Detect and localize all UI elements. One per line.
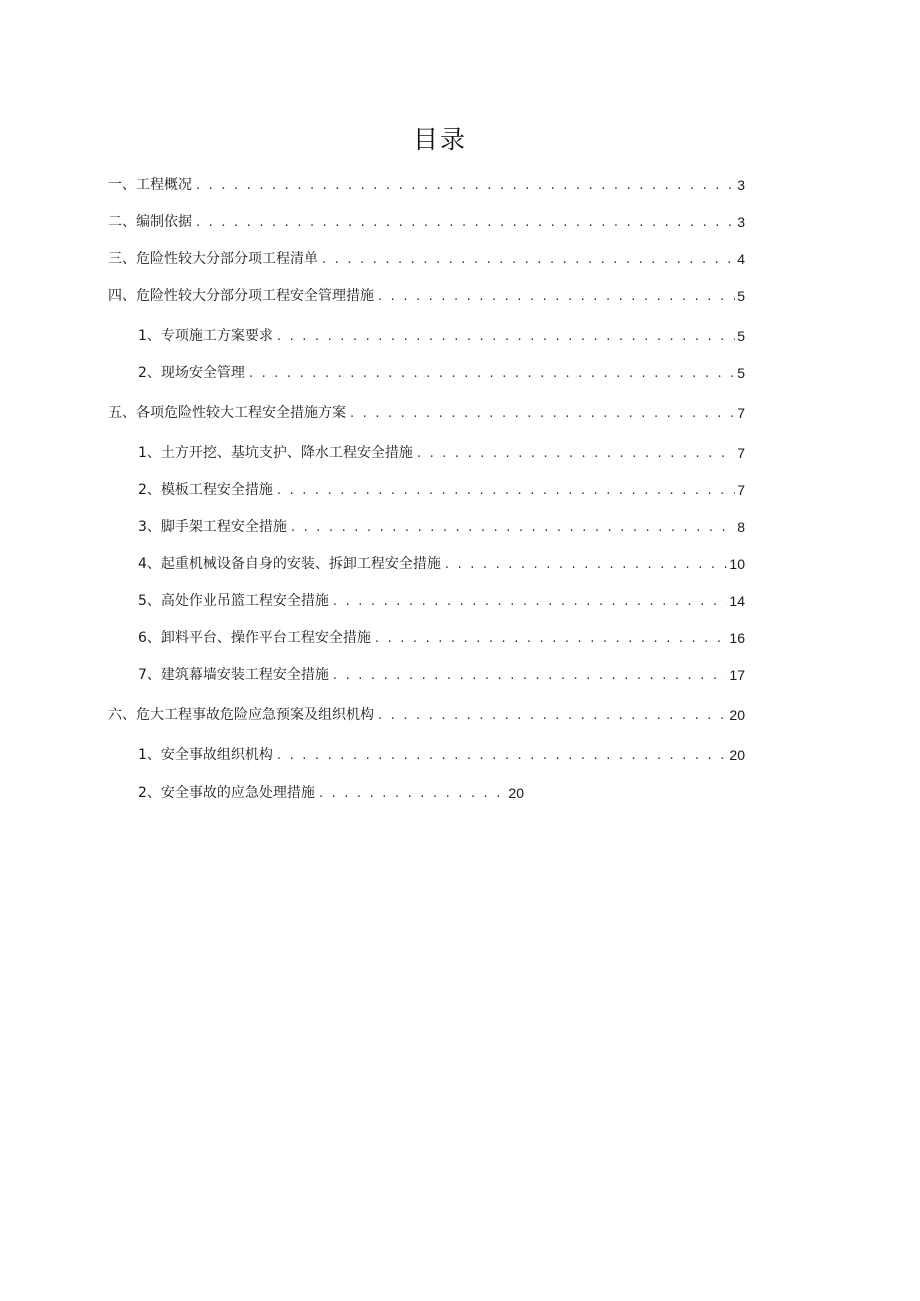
toc-entry[interactable] bbox=[138, 783, 524, 803]
toc-dot-leader bbox=[196, 214, 735, 232]
toc-entry-text: 五、各项危险性较大工程安全措施方案 bbox=[108, 405, 346, 421]
toc-dot-leader bbox=[196, 177, 735, 195]
toc-entry-text: 2、模板工程安全措施 bbox=[138, 482, 273, 498]
toc-dot-leader bbox=[378, 707, 727, 725]
toc-entry[interactable] bbox=[138, 591, 745, 611]
toc-page-number: 7 bbox=[737, 445, 745, 461]
toc-page-number: 5 bbox=[737, 288, 745, 304]
toc-entry-text: 2、安全事故的应急处理措施 bbox=[138, 785, 315, 801]
toc-entry[interactable] bbox=[138, 628, 745, 648]
toc-entry[interactable] bbox=[108, 175, 745, 195]
toc-entry-text: 5、高处作业吊篮工程安全措施 bbox=[138, 593, 329, 609]
toc-page-number: 5 bbox=[737, 328, 745, 344]
toc-page-number: 5 bbox=[737, 365, 745, 381]
toc-entry-text: 1、专项施工方案要求 bbox=[138, 328, 273, 344]
toc-page-number: 14 bbox=[729, 593, 745, 609]
toc-dot-leader bbox=[350, 405, 735, 423]
toc-dot-leader bbox=[249, 365, 735, 383]
toc-dot-leader bbox=[322, 251, 735, 269]
toc-dot-leader bbox=[319, 785, 507, 803]
toc-dot-leader bbox=[333, 667, 728, 685]
toc-page-number: 8 bbox=[737, 519, 745, 535]
toc-entry-text: 三、危险性较大分部分项工程清单 bbox=[108, 251, 318, 267]
toc-dot-leader bbox=[445, 556, 728, 574]
toc-entry[interactable] bbox=[108, 286, 745, 306]
toc-dot-leader bbox=[375, 630, 728, 648]
toc-page-number: 16 bbox=[729, 630, 745, 646]
toc-page-number: 20 bbox=[729, 747, 745, 763]
toc-page-number: 10 bbox=[729, 556, 745, 572]
toc-entry-text: 1、安全事故组织机构 bbox=[138, 747, 273, 763]
toc-page-number: 3 bbox=[737, 214, 745, 230]
toc-entry-text: 4、起重机械设备自身的安装、拆卸工程安全措施 bbox=[138, 556, 441, 572]
toc-entry[interactable] bbox=[138, 745, 745, 765]
toc-dot-leader bbox=[277, 747, 728, 765]
toc-dot-leader bbox=[291, 519, 735, 537]
toc-entry[interactable] bbox=[138, 554, 745, 574]
toc-page-number: 20 bbox=[729, 707, 745, 723]
toc-page-number: 17 bbox=[729, 667, 745, 683]
toc-dot-leader bbox=[277, 328, 735, 346]
toc-entry-text: 二、编制依据 bbox=[108, 214, 192, 230]
toc-entry-text: 6、卸料平台、操作平台工程安全措施 bbox=[138, 630, 371, 646]
toc-entry[interactable] bbox=[108, 212, 745, 232]
toc-entry[interactable] bbox=[138, 363, 745, 383]
toc-entry[interactable] bbox=[138, 517, 745, 537]
toc-entry-text: 3、脚手架工程安全措施 bbox=[138, 519, 287, 535]
toc-dot-leader bbox=[417, 445, 735, 463]
toc-entry[interactable] bbox=[138, 443, 745, 463]
toc-entry-text: 一、工程概况 bbox=[108, 177, 192, 193]
toc-entry[interactable] bbox=[138, 665, 745, 685]
toc-title: 目录 bbox=[412, 125, 467, 154]
toc-page-number: 20 bbox=[508, 785, 524, 801]
toc-page-number: 7 bbox=[737, 482, 745, 498]
toc-entry-text: 2、现场安全管理 bbox=[138, 365, 245, 381]
toc-page-number: 4 bbox=[737, 251, 745, 267]
toc-entry-text: 六、危大工程事故危险应急预案及组织机构 bbox=[108, 707, 374, 723]
toc-page-number: 7 bbox=[737, 405, 745, 421]
toc-entry-text: 1、土方开挖、基坑支护、降水工程安全措施 bbox=[138, 445, 413, 461]
toc-page-number: 3 bbox=[737, 177, 745, 193]
toc-entry[interactable] bbox=[108, 705, 745, 725]
toc-entry[interactable] bbox=[108, 249, 745, 269]
toc-entry-text: 四、危险性较大分部分项工程安全管理措施 bbox=[108, 288, 374, 304]
toc-dot-leader bbox=[277, 482, 735, 500]
toc-dot-leader bbox=[378, 288, 735, 306]
toc-entry-text: 7、建筑幕墙安装工程安全措施 bbox=[138, 667, 329, 683]
toc-dot-leader bbox=[333, 593, 728, 611]
toc-entry[interactable] bbox=[108, 403, 745, 423]
toc-entry[interactable] bbox=[138, 326, 745, 346]
toc-entry[interactable] bbox=[138, 480, 745, 500]
